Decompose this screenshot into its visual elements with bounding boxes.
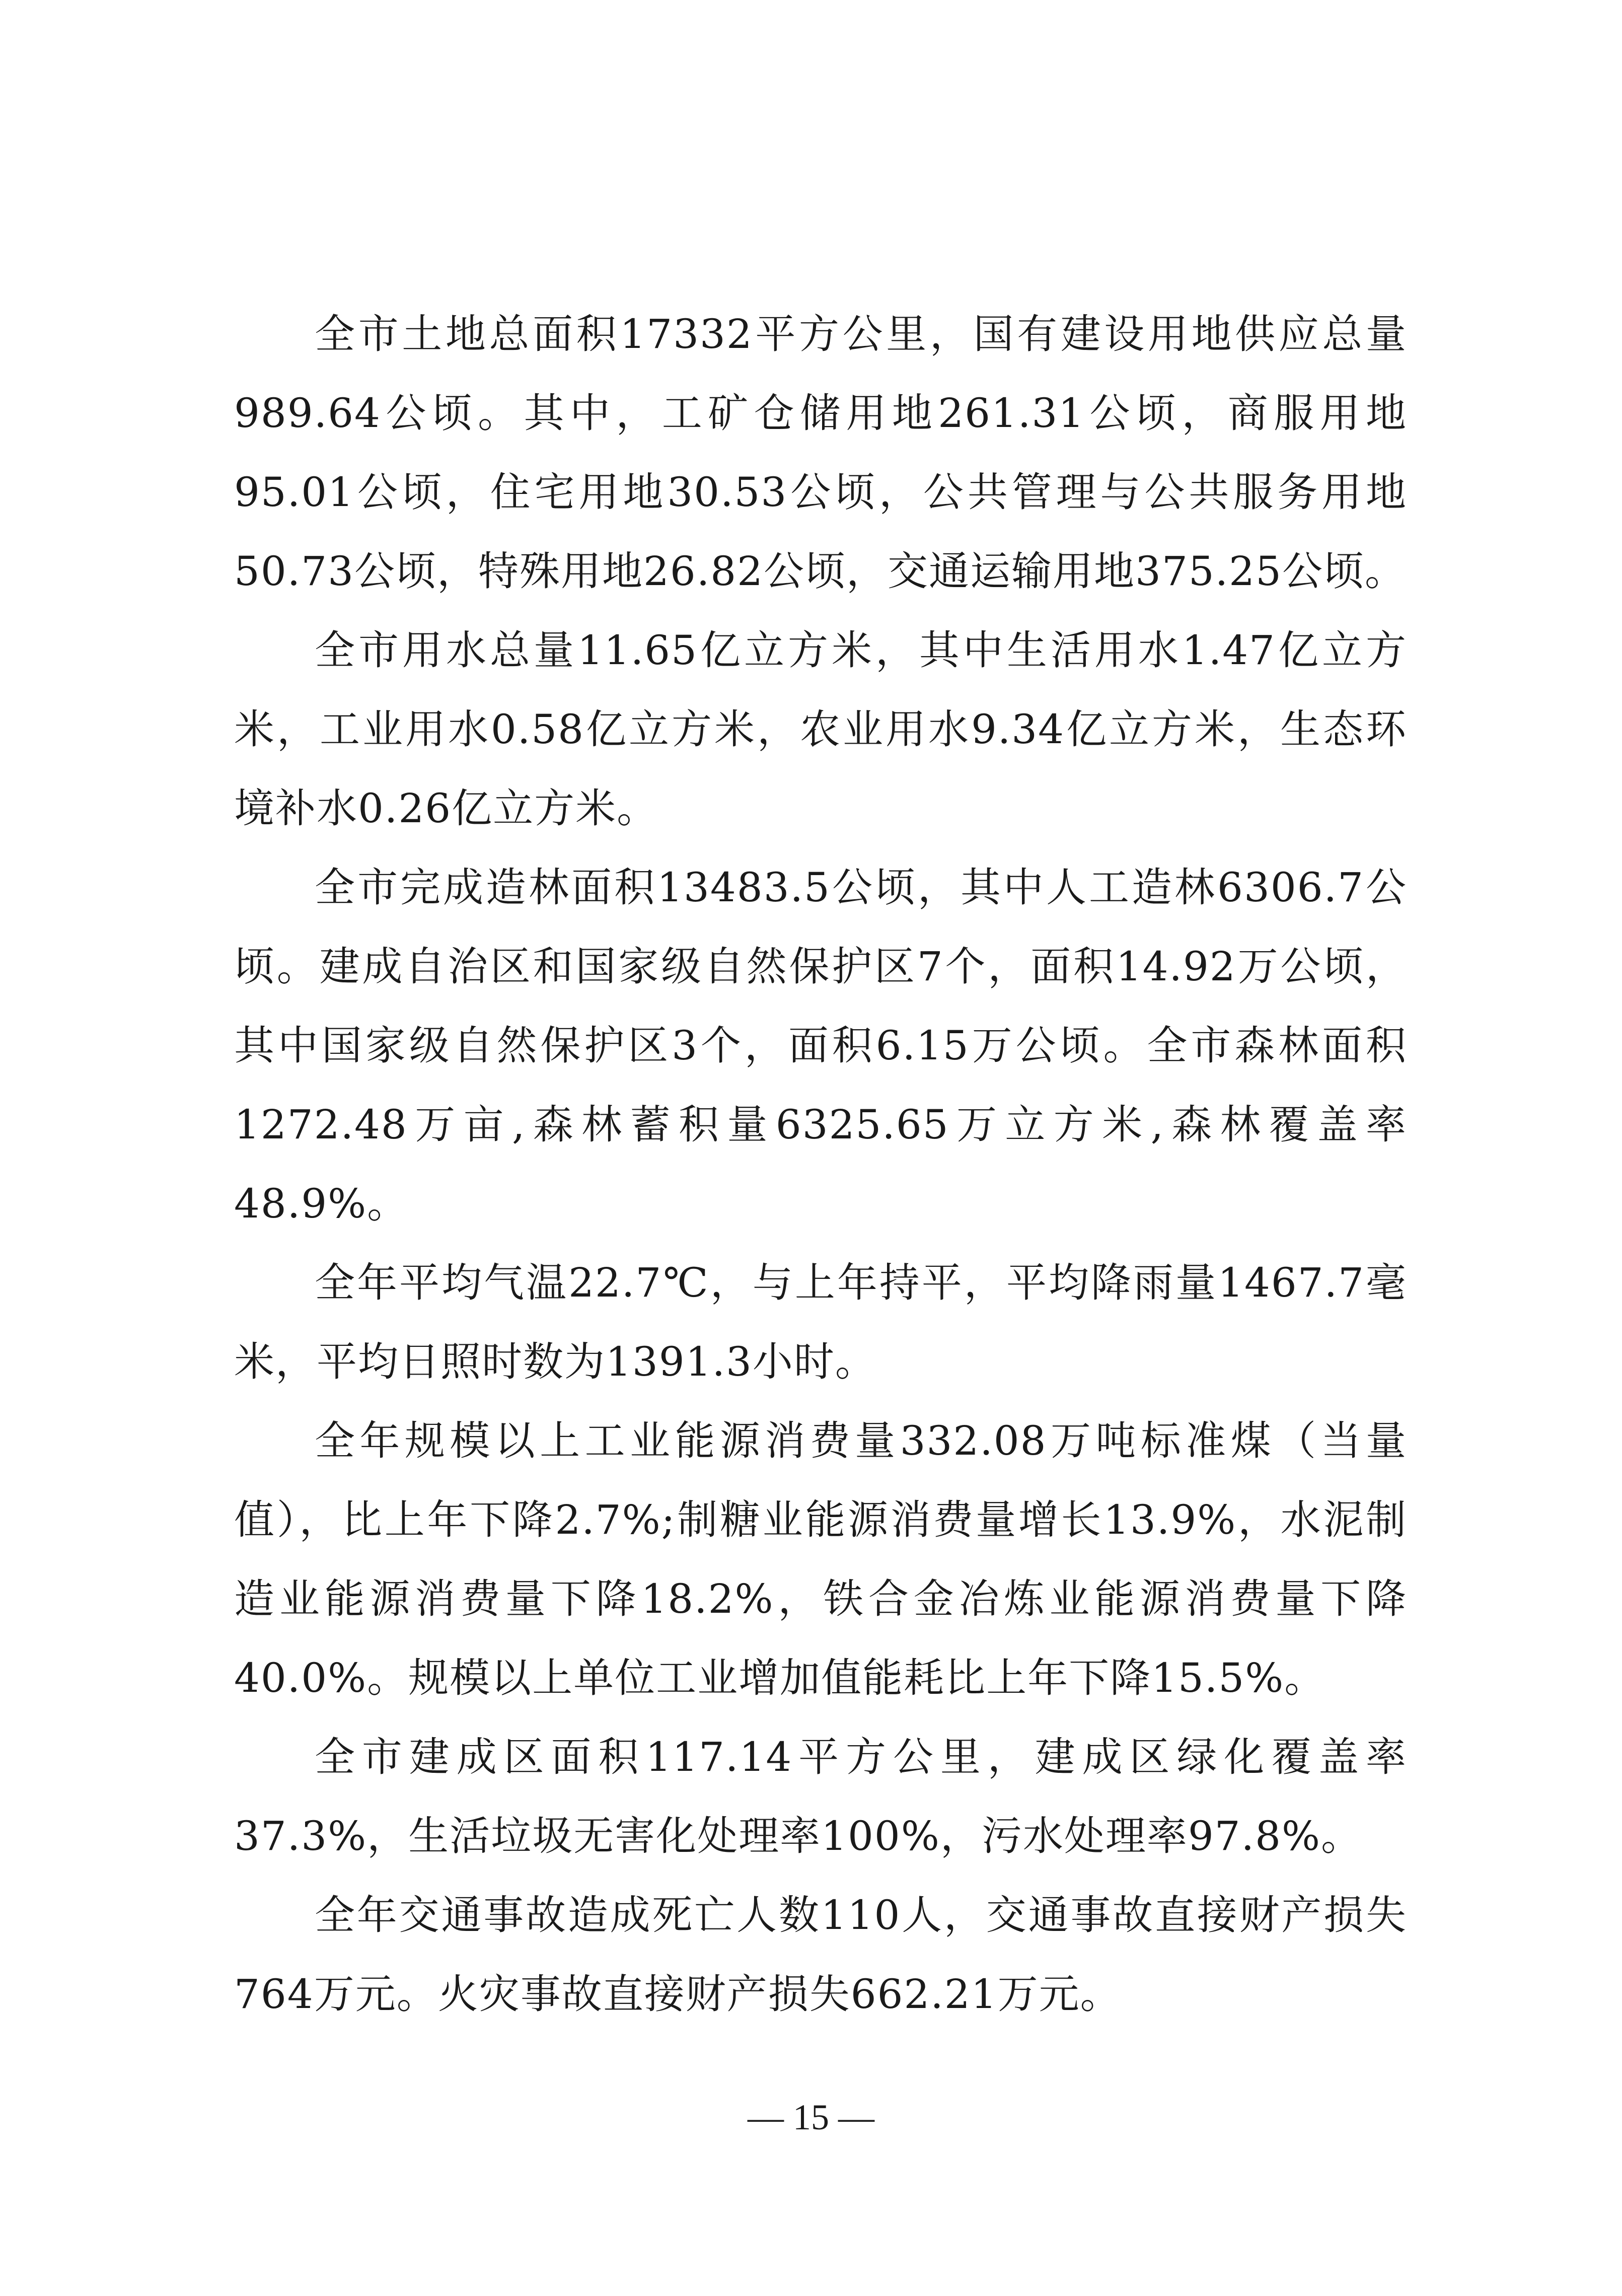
paragraph-climate: 全年平均气温22.7℃，与上年持平，平均降雨量1467.7毫米，平均日照时数为1391.3小时。 bbox=[234, 1259, 1407, 1385]
paragraph-forestation: 全市完成造林面积13483.5公顷，其中人工造林6306.7公顷。建成自治区和国家级自然保护区7个，面积14.92万公顷，其中国家级自然保护区3个，面积6.15万公顷。全市森林面积1272.48万亩,森林蓄积量6325.65万立方米,森林覆盖率48.9%。 bbox=[234, 864, 1407, 1227]
paragraph-water-usage: 全市用水总量11.65亿立方米，其中生活用水1.47亿立方米，工业用水0.58亿立方米，农业用水9.34亿立方米，生态环境补水0.26亿立方米。 bbox=[234, 627, 1407, 832]
paragraph-land-area: 全市土地总面积17332平方公里，国有建设用地供应总量989.64公顷。其中，工矿仓储用地261.31公顷，商服用地95.01公顷，住宅用地30.53公顷，公共管理与公共服务用地50.73公顷，特殊用地26.82公顷，交通运输用地375.25公顷。 bbox=[234, 311, 1407, 595]
page-number: — 15 — bbox=[748, 2097, 874, 2137]
paragraph-accidents: 全年交通事故造成死亡人数110人，交通事故直接财产损失764万元。火灾事故直接财产损失662.21万元。 bbox=[234, 1892, 1407, 2018]
paragraph-urban-area: 全市建成区面积117.14平方公里，建成区绿化覆盖率37.3%，生活垃圾无害化处理率100%，污水处理率97.8%。 bbox=[234, 1734, 1407, 1859]
document-body bbox=[234, 295, 1407, 2034]
paragraph-energy-consumption: 全年规模以上工业能源消费量332.08万吨标准煤（当量值），比上年下降2.7%;制糖业能源消费量增长13.9%，水泥制造业能源消费量下降18.2%，铁合金冶炼业能源消费量下降40.0%。规模以上单位工业增加值能耗比上年下降15.5%。 bbox=[234, 1417, 1407, 1701]
